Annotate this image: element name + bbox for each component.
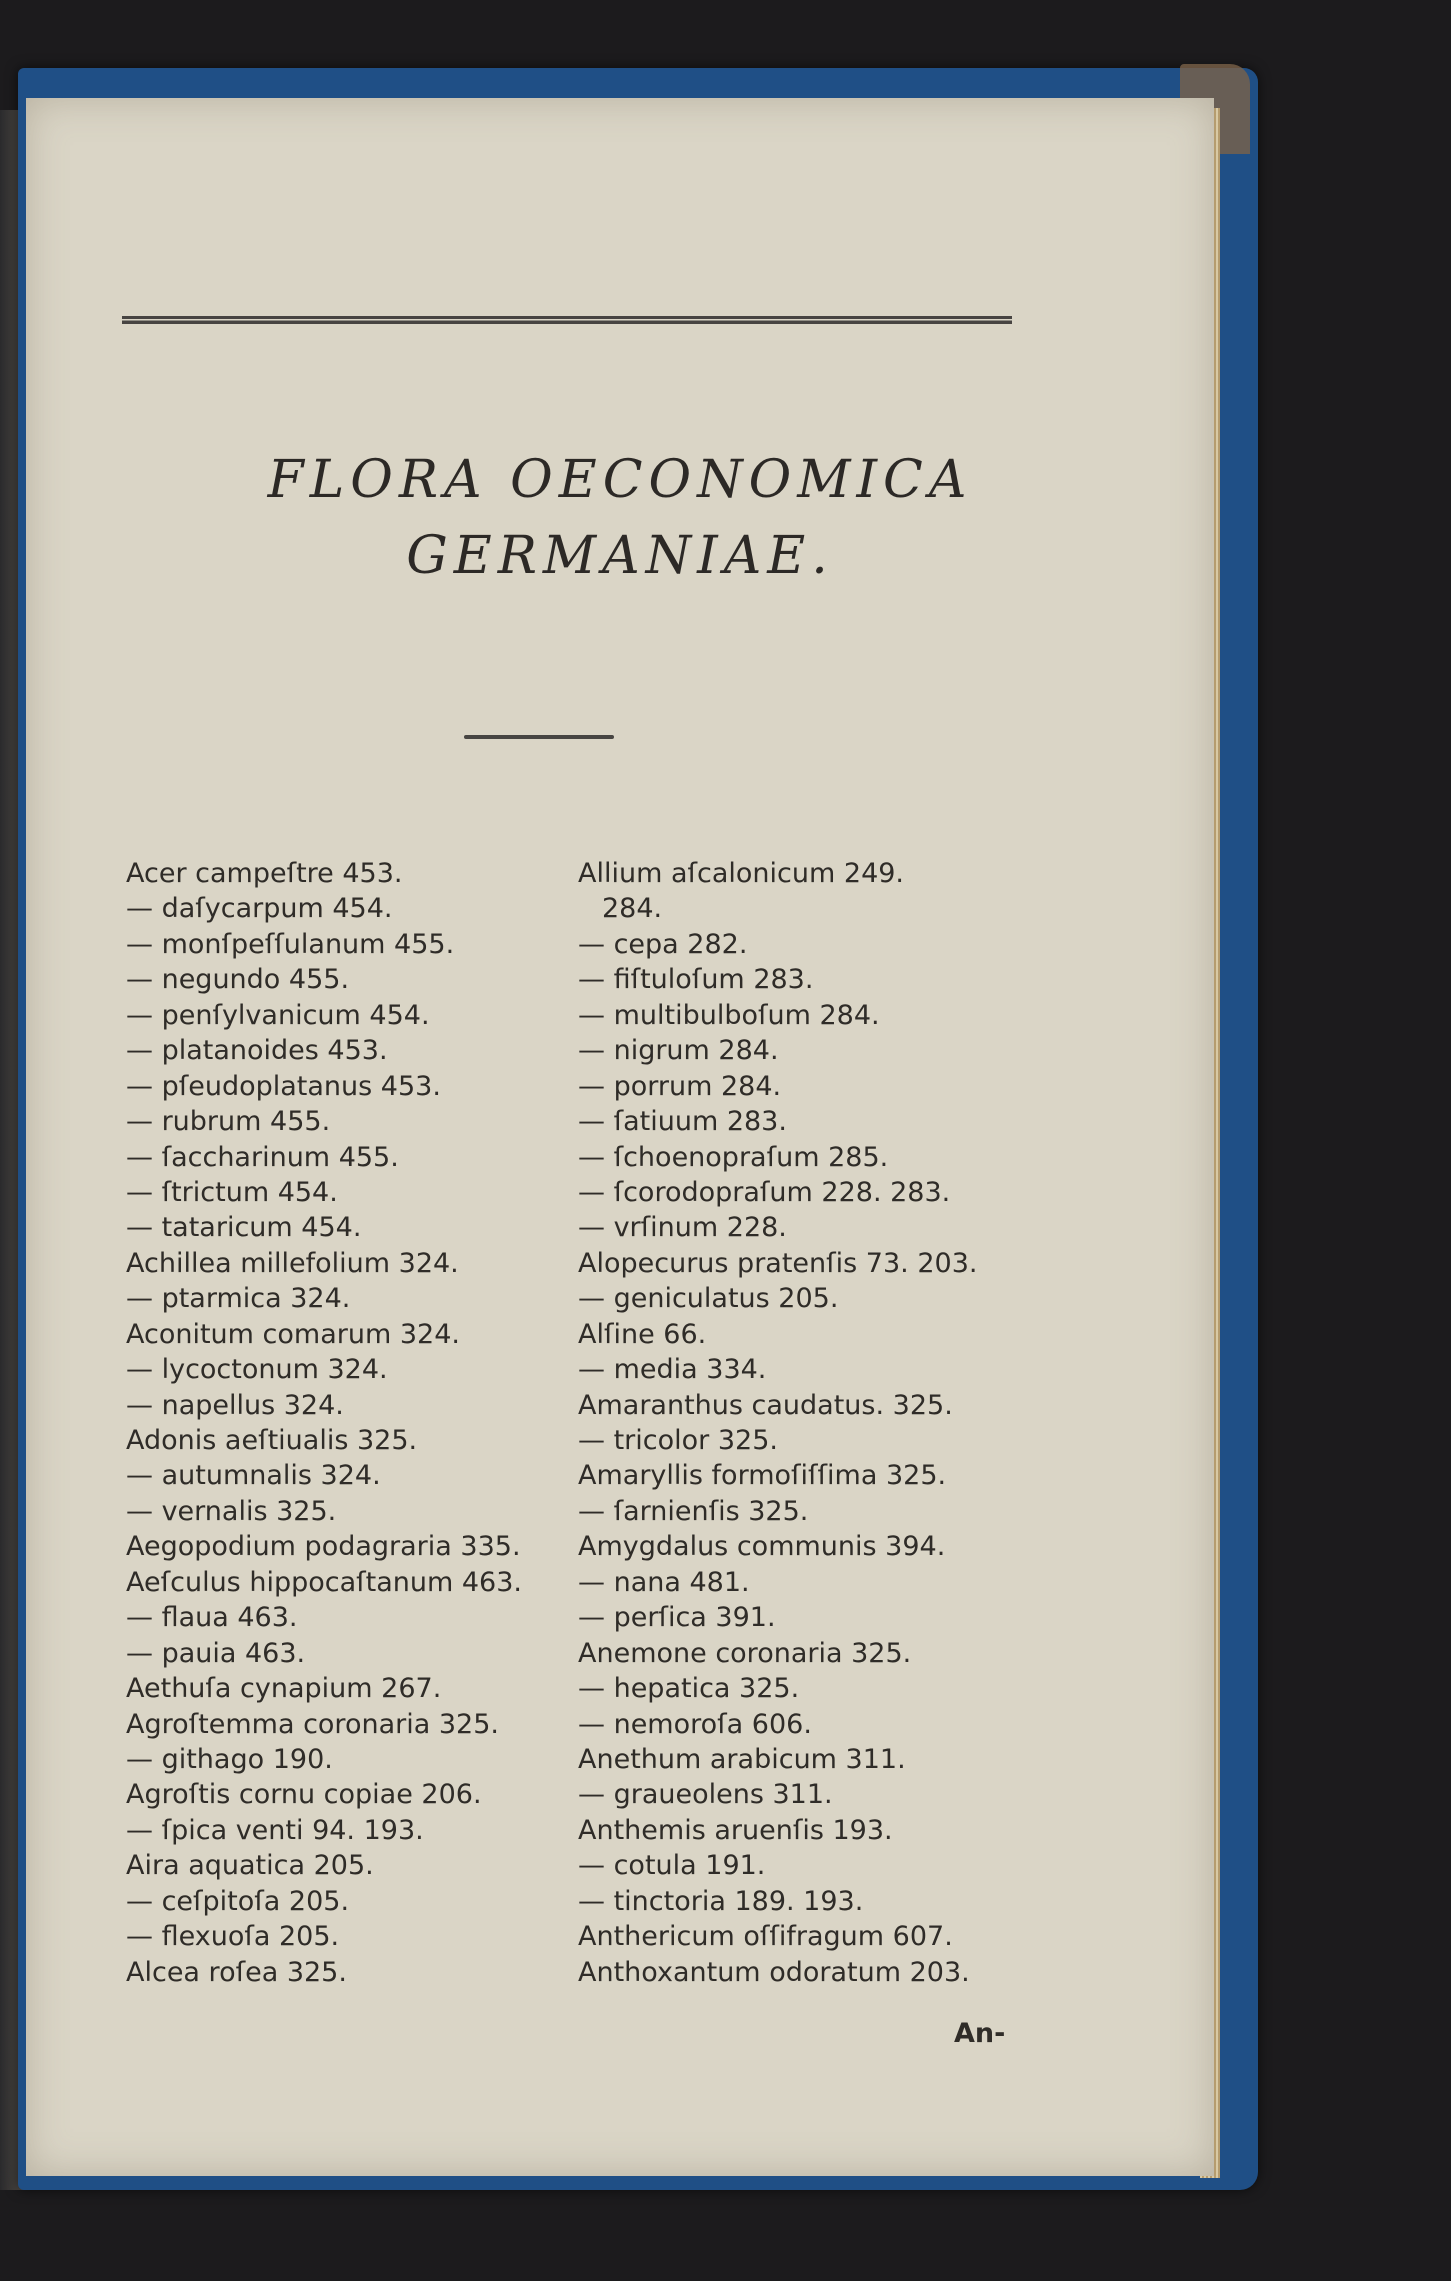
index-entry: — pſeudoplatanus 453. xyxy=(126,1070,441,1102)
index-entry: Anethum arabicum 311. xyxy=(578,1743,906,1775)
index-entry: — ſchoenopraſum 285. xyxy=(578,1141,889,1173)
index-entry: Achillea millefolium 324. xyxy=(126,1247,459,1279)
index-entry: — porrum 284. xyxy=(578,1070,782,1102)
index-entry: — daſycarpum 454. xyxy=(126,893,393,925)
index-entry: Aeſculus hippocaſtanum 463. xyxy=(126,1566,522,1598)
title-line-1: FLORA OECONOMICA xyxy=(267,450,973,510)
index-entry: — ſaccharinum 455. xyxy=(126,1141,399,1173)
index-entry: Amaryllis formoſiſſima 325. xyxy=(578,1460,947,1492)
index-entry: — pauia 463. xyxy=(126,1637,306,1669)
index-entry: Acer campeſtre 453. xyxy=(126,858,403,889)
index-entry: — rubrum 455. xyxy=(126,1106,331,1138)
index-entry: — monſpeſſulanum 455. xyxy=(126,928,455,960)
index-entry: — nigrum 284. xyxy=(578,1035,779,1067)
index-entry: — vernalis 325. xyxy=(126,1495,337,1527)
index-entry: — githago 190. xyxy=(126,1743,333,1775)
index-entry: — ſpica venti 94. 193. xyxy=(126,1814,424,1846)
index-entry: — media 334. xyxy=(578,1354,767,1386)
index-entry: — vrſinum 228. xyxy=(578,1212,787,1244)
index-column-right xyxy=(578,856,977,1990)
index-entry: Adonis aeſtiualis 325. xyxy=(126,1425,418,1456)
index-entry: — ſatiuum 283. xyxy=(578,1106,787,1138)
index-entry: — nemoroſa 606. xyxy=(578,1708,812,1740)
index-column-left xyxy=(126,856,522,1990)
index-entry: — ſcorodopraſum 228. 283. xyxy=(578,1176,951,1208)
title-ornament-rule xyxy=(464,735,614,739)
index-entry: Anemone coronaria 325. xyxy=(578,1637,912,1669)
index-entry: — graueolens 311. xyxy=(578,1779,833,1811)
index-entry: — flexuoſa 205. xyxy=(126,1921,340,1953)
index-entry: — cepa 282. xyxy=(578,928,748,960)
index-entry: — ceſpitoſa 205. xyxy=(126,1885,350,1917)
index-entry: — negundo 455. xyxy=(126,964,350,996)
index-entry: Agroſtis cornu copiae 206. xyxy=(126,1779,482,1811)
header-double-rule xyxy=(122,316,1012,324)
index-entry: — ptarmica 324. xyxy=(126,1283,351,1315)
index-entry: — penſylvanicum 454. xyxy=(126,999,430,1031)
catchword: An- xyxy=(954,2018,1006,2049)
index-entry: — multibulboſum 284. xyxy=(578,999,880,1031)
index-entry: — flaua 463. xyxy=(126,1602,298,1634)
index-entry: — perſica 391. xyxy=(578,1602,776,1634)
index-entry: — hepatica 325. xyxy=(578,1673,800,1705)
index-entry: Anthoxantum odoratum 203. xyxy=(578,1956,970,1988)
index-entry: Amygdalus communis 394. xyxy=(578,1531,946,1563)
index-entry: Alſine 66. xyxy=(578,1318,707,1350)
index-entry: — lycoctonum 324. xyxy=(126,1354,388,1386)
index-entry: — tinctoria 189. 193. xyxy=(578,1885,864,1917)
book-page xyxy=(26,98,1214,2176)
index-entry: Aethuſa cynapium 267. xyxy=(126,1673,442,1705)
index-entry: — autumnalis 324. xyxy=(126,1460,381,1492)
index-entry: — platanoides 453. xyxy=(126,1035,388,1067)
index-entry: — geniculatus 205. xyxy=(578,1283,839,1315)
index-entry: Alopecurus pratenſis 73. 203. xyxy=(578,1247,978,1279)
index-entry: — ſtrictum 454. xyxy=(126,1176,338,1208)
index-entry: Anthemis aruenſis 193. xyxy=(578,1814,893,1846)
index-entry: Aira aquatica 205. xyxy=(126,1850,374,1882)
index-entry: Alcea roſea 325. xyxy=(126,1956,347,1988)
index-entry: Anthericum oſſifragum 607. xyxy=(578,1921,953,1953)
index-entry: — ſarnienſis 325. xyxy=(578,1495,809,1527)
index-entry: — cotula 191. xyxy=(578,1850,766,1882)
index-entry: Aegopodium podagraria 335. xyxy=(126,1531,521,1563)
index-entry: Aconitum comarum 324. xyxy=(126,1318,460,1350)
index-entry: Amaranthus caudatus. 325. xyxy=(578,1389,953,1421)
index-entry-continuation: 284. xyxy=(602,893,663,925)
index-entry: Agroſtemma coronaria 325. xyxy=(126,1708,499,1740)
title-line-2: GERMANIAE. xyxy=(406,526,834,586)
index-entry: — fiſtuloſum 283. xyxy=(578,964,814,996)
index-entry: — tataricum 454. xyxy=(126,1212,362,1244)
index-entry: — tricolor 325. xyxy=(578,1425,778,1456)
index-entry: — napellus 324. xyxy=(126,1389,344,1421)
index-entry: Allium aſcalonicum 249. xyxy=(578,858,905,889)
index-entry: — nana 481. xyxy=(578,1566,750,1598)
